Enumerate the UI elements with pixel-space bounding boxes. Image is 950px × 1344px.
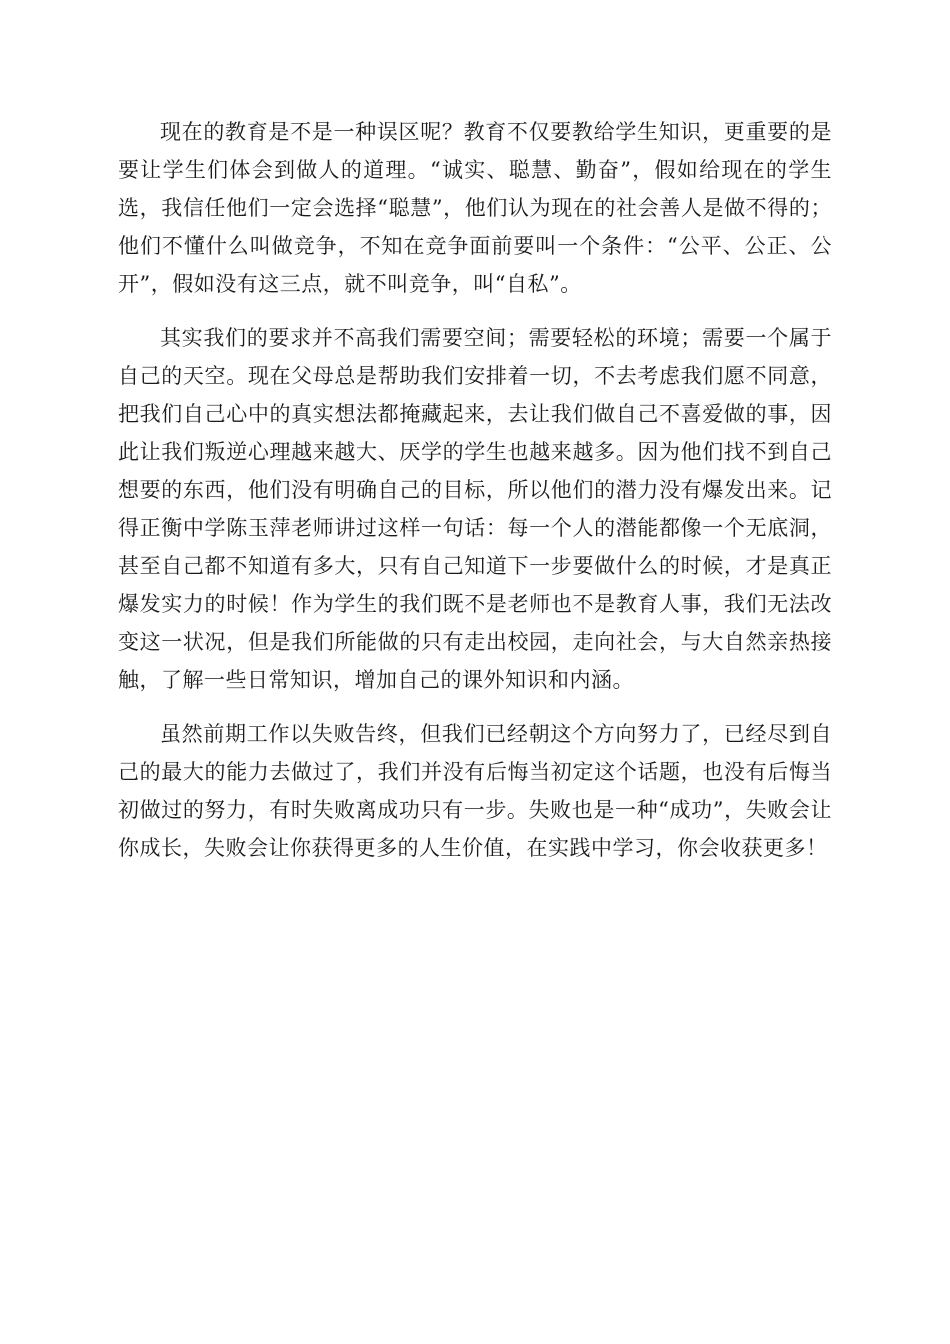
paragraph-3: 虽然前期工作以失败告终，但我们已经朝这个方向努力了，已经尽到自己的最大的能力去做过了，我们并没有后悔当初定这个话题，也没有后悔当初做过的努力，有时失败离成功只有一步。失败也是一种“成功”，失败会让你成长，失败会让你获得更多的人生价值，在实践中学习，你会收获更多！ — [118, 722, 832, 860]
paragraph-2: 其实我们的要求并不高我们需要空间；需要轻松的环境；需要一个属于自己的天空。现在父母总是帮助我们安排着一切，不去考虑我们愿不同意，把我们自己心中的真实想法都掩藏起来，去让我们做自己不喜爱做的事，因此让我们叛逆心理越来越大、厌学的学生也越来越多。因为他们找不到自己想要的东西，他们没有明确自己的目标，所以他们的潜力没有爆发出来。记得正衡中学陈玉萍老师讲过这样一句话：每一个人的潜能都像一个无底洞，甚至自己都不知道有多大，只有自己知道下一步要做什么的时候，才是真正爆发实力的时候！作为学生的我们既不是老师也不是教育人事，我们无法改变这一状况，但是我们所能做的只有走出校园，走向社会，与大自然亲热接触，了解一些日常知识，增加自己的课外知识和内涵。 — [118, 326, 832, 692]
document-body — [118, 113, 832, 867]
paragraph-1: 现在的教育是不是一种误区呢？教育不仅要教给学生知识，更重要的是要让学生们体会到做人的道理。“诚实、聪慧、勤奋”，假如给现在的学生选，我信任他们一定会选择“聪慧”，他们认为现在的社会善人是做不得的；他们不懂什么叫做竞争，不知在竞争面前要叫一个条件：“公平、公正、公开”，假如没有这三点，就不叫竞争，叫“自私”。 — [118, 120, 832, 296]
